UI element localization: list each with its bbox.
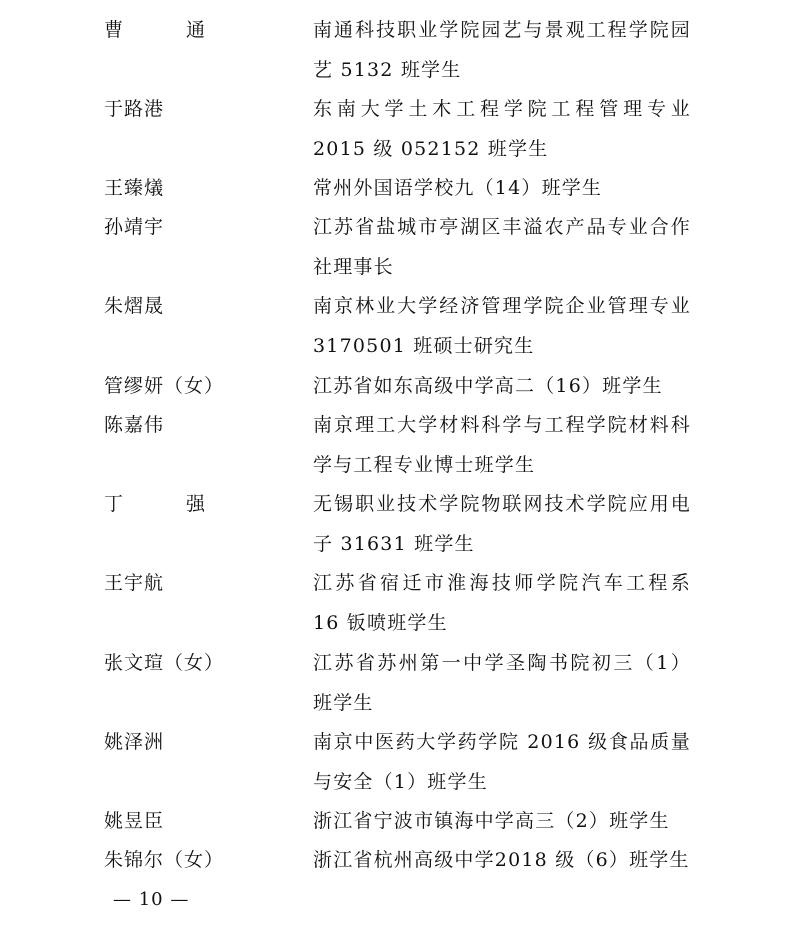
description-line: 班学生 [313,692,374,714]
person-name: 姚泽洲 [104,731,165,753]
description-line: 3170501 班硕士研究生 [313,335,535,357]
description-line: 浙江省宁波市镇海中学高三（2）班学生 [313,810,670,832]
person-description [313,10,691,90]
person-name: 王宇航 [104,572,165,594]
person-name: 曹 通 [104,19,228,41]
person-name: 丁 强 [104,493,228,515]
person-name: 王臻燨 [104,177,165,199]
description-line: 南京林业大学经济管理学院企业管理专业 [313,295,691,317]
person-name: 孙靖宇 [104,216,165,238]
person-description [313,366,691,406]
person-name: 朱熠晟 [104,295,165,317]
description-line: 社理事长 [313,256,394,278]
person-description [313,840,691,880]
description-line: 江苏省宿迁市淮海技师学院汽车工程系 [313,572,691,594]
person-description [313,722,691,802]
description-line: 常州外国语学校九（14）班学生 [313,177,603,199]
person-description [313,286,691,366]
description-line: 江苏省盐城市亭湖区丰溢农产品专业合作 [313,216,691,238]
person-description [313,801,691,841]
description-line: 16 钣喷班学生 [313,612,448,634]
person-description [313,643,691,723]
description-line: 子 31631 班学生 [313,533,475,555]
person-name: 张文瑄（女） [104,652,225,674]
description-line: 江苏省苏州第一中学圣陶书院初三（1） [313,652,691,674]
description-line: 学与工程专业博士班学生 [313,454,536,476]
description-line: 艺 5132 班学生 [313,59,462,81]
person-name: 于路港 [104,98,165,120]
description-line: 浙江省杭州高级中学2018 级（6）班学生 [313,849,690,871]
person-name: 管缪妍（女） [104,375,225,397]
description-line: 东南大学土木工程学院工程管理专业 [313,98,691,120]
person-description [313,89,691,169]
person-name: 姚昱臣 [104,810,165,832]
description-line: 南京中医药大学药学院 2016 级食品质量 [313,731,691,753]
person-name: 陈嘉伟 [104,414,165,436]
description-line: 无锡职业技术学院物联网技术学院应用电 [313,493,691,515]
description-line: 南通科技职业学院园艺与景观工程学院园 [313,19,691,41]
person-description [313,207,691,287]
page-number: — 10 — [113,889,190,910]
person-description [313,484,691,564]
description-line: 南京理工大学材料科学与工程学院材料科 [313,414,691,436]
description-line: 与安全（1）班学生 [313,771,488,793]
person-description [313,563,691,643]
person-description [313,168,691,208]
person-description [313,405,691,485]
description-line: 2015 级 052152 班学生 [313,138,549,160]
person-name: 朱锦尔（女） [104,849,225,871]
description-line: 江苏省如东高级中学高二（16）班学生 [313,375,663,397]
